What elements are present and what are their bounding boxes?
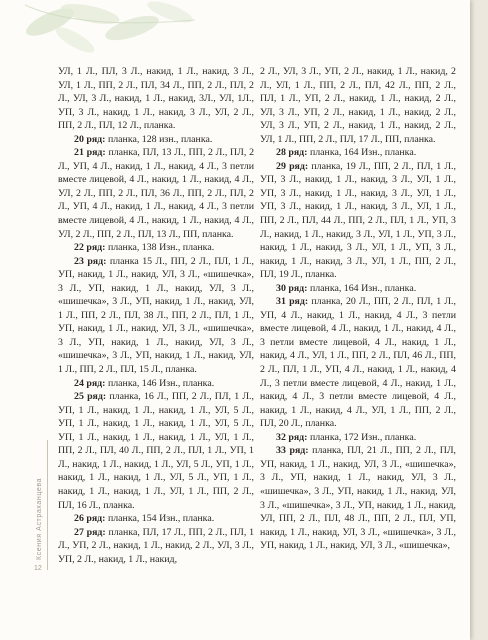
row-label: 28 ряд: — [276, 147, 308, 159]
row-instruction — [58, 377, 254, 391]
row-label: 30 ряд: — [276, 282, 308, 294]
author-name: Ксения Астраханцева — [36, 477, 43, 560]
leaf-decoration-icon — [20, 0, 220, 60]
row-text: планка, 172 Изн., планка. — [307, 431, 417, 443]
row-label: 31 ряд: — [276, 296, 309, 308]
page-number: 12 — [34, 565, 42, 572]
row-label: 21 ряд: — [74, 147, 106, 159]
row-label: 23 ряд: — [74, 255, 107, 267]
paragraph-text: 2 Л., УЛ, 3 Л., УП, 2 Л., накид, 1 Л., накид, 2 Л., УЛ, 1 Л., ПП, 2 Л., ПЛ, 42 Л., ПП, 2 Л., ПЛ, 1 Л., УП, 2 Л., накид, 1 Л., накид, 2 Л., УЛ, 3 Л., УП, 2 Л., накид, 1 Л., накид, 2 Л., УЛ, 3 Л., УП, 2 Л., накид, 1 Л., накид, 2 Л., УЛ, 1 Л., ПП, 2 Л., ПЛ, 17 Л., ПП, планка. — [260, 66, 456, 145]
row-text: планка 15 Л., ПП, 2 Л., ПЛ, 1 Л., УП, накид, 1 Л., накид, УЛ, 3 Л., «шишечка», 3 Л., УП, накид, 1 Л., накид, УЛ, 3 Л., «шишечка», 3 Л., УП, накид, 1 Л., накид, УЛ, 1 Л., ПП, 2 Л., ПЛ, 38 Л., ПП, 2 Л., ПЛ, 1 Л., УП, накид, 1 Л., накид, УЛ, 3 Л., «шишечка», 3 Л., УП, накид, 1 Л., накид, УЛ, 3 Л., «шишечка», 3 Л., УП, накид, 1 Л., накид, УЛ, 1 Л., ПП, 2 Л., ПЛ, 15 Л., планка. — [58, 255, 254, 376]
row-instruction — [58, 512, 254, 526]
text-column-right — [260, 65, 456, 553]
row-text: планка, ПЛ, 13 Л., ПП, 2 Л., ПЛ, 2 Л., УП, 4 Л., накид, 1 Л., накид, 4 Л., 3 петли вместе лицевой, 4 Л., накид, 1 Л., накид, 4 Л., УЛ, 2 Л., ПП, 2 Л., ПЛ, 36 Л., ПП, 2 Л., ПЛ, 2 Л., УП, 4 Л., накид, 1 Л., накид, 4 Л., 3 петли вместе лицевой, 4 Л., накид, 1 Л., накид, 4 Л., УЛ, 2 Л., ПП, 2 Л., ПЛ, 13 Л., ПП, планка. — [58, 147, 255, 240]
row-text: планка, 164 Изн., планка. — [307, 282, 417, 294]
row-label: 33 ряд: — [276, 445, 309, 457]
paragraph — [260, 65, 456, 146]
paragraph — [58, 65, 254, 133]
row-text: планка, 164 Изн., планка. — [307, 147, 417, 159]
row-instruction — [260, 295, 456, 430]
row-instruction — [58, 526, 254, 567]
row-instruction — [58, 255, 254, 377]
row-label: 27 ряд: — [74, 526, 106, 538]
row-instruction — [58, 390, 254, 512]
row-text: планка, 154 Изн., планка. — [105, 513, 215, 525]
row-label: 22 ряд: — [74, 242, 106, 254]
row-instruction — [58, 241, 254, 255]
row-text: планка, ПЛ, 17 Л., ПП, 2 Л., ПЛ, 1 Л., УП, 2 Л., накид, 1 Л., накид, 2 Л., УЛ, 3 Л., УП, 2 Л., накид, 1 Л., накид, — [58, 526, 255, 565]
paragraph-text: УЛ, 1 Л., ПЛ, 3 Л., накид, 1 Л., накид, 3 Л., УЛ, 1 Л., ПП, 2 Л., ПЛ, 34 Л., ПП, 2 Л., ПЛ, 2 Л., УЛ, 3 Л., накид, 1 Л., накид, 3Л., УЛ, 1Л., УП, 3 Л., накид, 1 Л., накид, 3 Л., УЛ, 2 Л., ПП, 2 Л., ПЛ, 12 Л., планка. — [58, 66, 254, 132]
row-instruction — [260, 431, 456, 445]
row-text: планка, 128 изн., планка. — [105, 133, 213, 145]
row-label: 24 ряд: — [74, 377, 106, 389]
row-instruction — [260, 146, 456, 160]
row-text: планка, 146 Изн., планка. — [105, 377, 215, 389]
row-label: 29 ряд: — [276, 160, 309, 172]
row-text: планка, 20 Л., ПП, 2 Л., ПЛ, 1 Л., УП, 4 Л., накид, 1 Л., накид, 4 Л., 3 петли вместе лицевой, 4 Л., накид, 1 Л., накид, 4 Л., 3 петли вместе лицевой, 4 Л., накид, 1 Л., накид, 4 Л., УЛ, 1 Л., ПП, 2 Л., ПЛ, 46 Л., ПП, 2 Л., ПЛ, 1 Л., УП, 4 Л., накид, 1 Л., накид, 4 Л., 3 петли вместе лицевой, 4 Л., накид, 1 Л., накид, 4 Л., 3 петли вместе лицевой, 4 Л., накид, 1 Л., накид, 4 Л., УЛ, 1 Л., ПП, 2 Л., ПЛ, 20 Л., планка. — [260, 296, 456, 430]
row-text: планка, ПЛ, 21 Л., ПП, 2 Л., ПЛ, УП, накид, 1 Л., накид, УЛ, 3 Л., «шишечка», 3 Л., УП, накид, 1 Л., накид, УЛ, 3 Л., «шишечка», 3 Л., УП, накид, 1 Л., накид, УЛ, 3 Л., «шишечка», 3 Л., УП, накид, 1 Л., накид, УЛ, ПП, 2 Л., ПЛ, 48 Л., ПП, 2 Л., ПЛ, УП, накид, 1 Л., накид, УЛ, 3 Л., «шишечка», 3 Л., УП, накид, 1 Л., накид, УЛ, 3 Л., «шишечка», — [260, 445, 456, 552]
row-label: 25 ряд: — [74, 391, 107, 403]
row-instruction — [58, 146, 254, 241]
row-text: планка, 19 Л., ПП, 2 Л., ПЛ, 1 Л., УП, 3 Л., накид, 1 Л., накид, 3 Л., УЛ, 1 Л., УП, 3 Л., накид, 1 Л., накид, 3 Л., УЛ, 1 Л., УП, 3 Л., накид, 1 Л., накид, 3 Л., УЛ, 1 Л., ПП, 2 Л., ПЛ, 44 Л., ПП, 2 Л., ПЛ, 1 Л., УП, 3 Л., накид, 1 Л., накид, 3 Л., УЛ, 1 Л., УП, 3 Л., накид, 1 Л., накид, 3 Л., УЛ, 1 Л., УП, 3 Л., накид, 1 Л., накид, 3 Л., УЛ, 1 Л., ПП, 2 Л., ПЛ, 19 Л., планка. — [260, 160, 456, 281]
text-column-left — [58, 65, 254, 566]
row-label: 32 ряд: — [276, 431, 308, 443]
row-label: 26 ряд: — [74, 513, 106, 525]
row-instruction — [58, 133, 254, 147]
row-instruction — [260, 444, 456, 552]
row-instruction — [260, 282, 456, 296]
row-instruction — [260, 160, 456, 282]
row-label: 20 ряд: — [74, 133, 106, 145]
row-text: планка, 138 Изн., планка. — [105, 242, 215, 254]
margin-line — [47, 440, 48, 570]
row-text: планка, 16 Л., ПП, 2 Л., ПЛ, 1 Л., УП, 1 Л., накид, 1 Л., накид, 1 Л., УЛ, 5 Л., УП, 1 Л., накид, 1 Л., накид, 1 Л., УЛ, 5 Л., УП, 1 Л., накид, 1 Л., накид, 1 Л., УЛ, 1 Л., ПП, 2 Л., ПЛ, 40 Л., ПП, 2 Л., ПЛ, 1 Л., УП, 1 Л., накид, 1 Л., накид, 1 Л., УЛ, 5 Л., УП, 1 Л., накид, 1 Л., накид, 1 Л., УЛ, 5 Л., УП, 1 Л., накид, 1 Л., накид, 1 Л., УЛ, 1 Л., ПП, 2 Л., ПЛ, 16 Л., планка. — [58, 391, 254, 511]
